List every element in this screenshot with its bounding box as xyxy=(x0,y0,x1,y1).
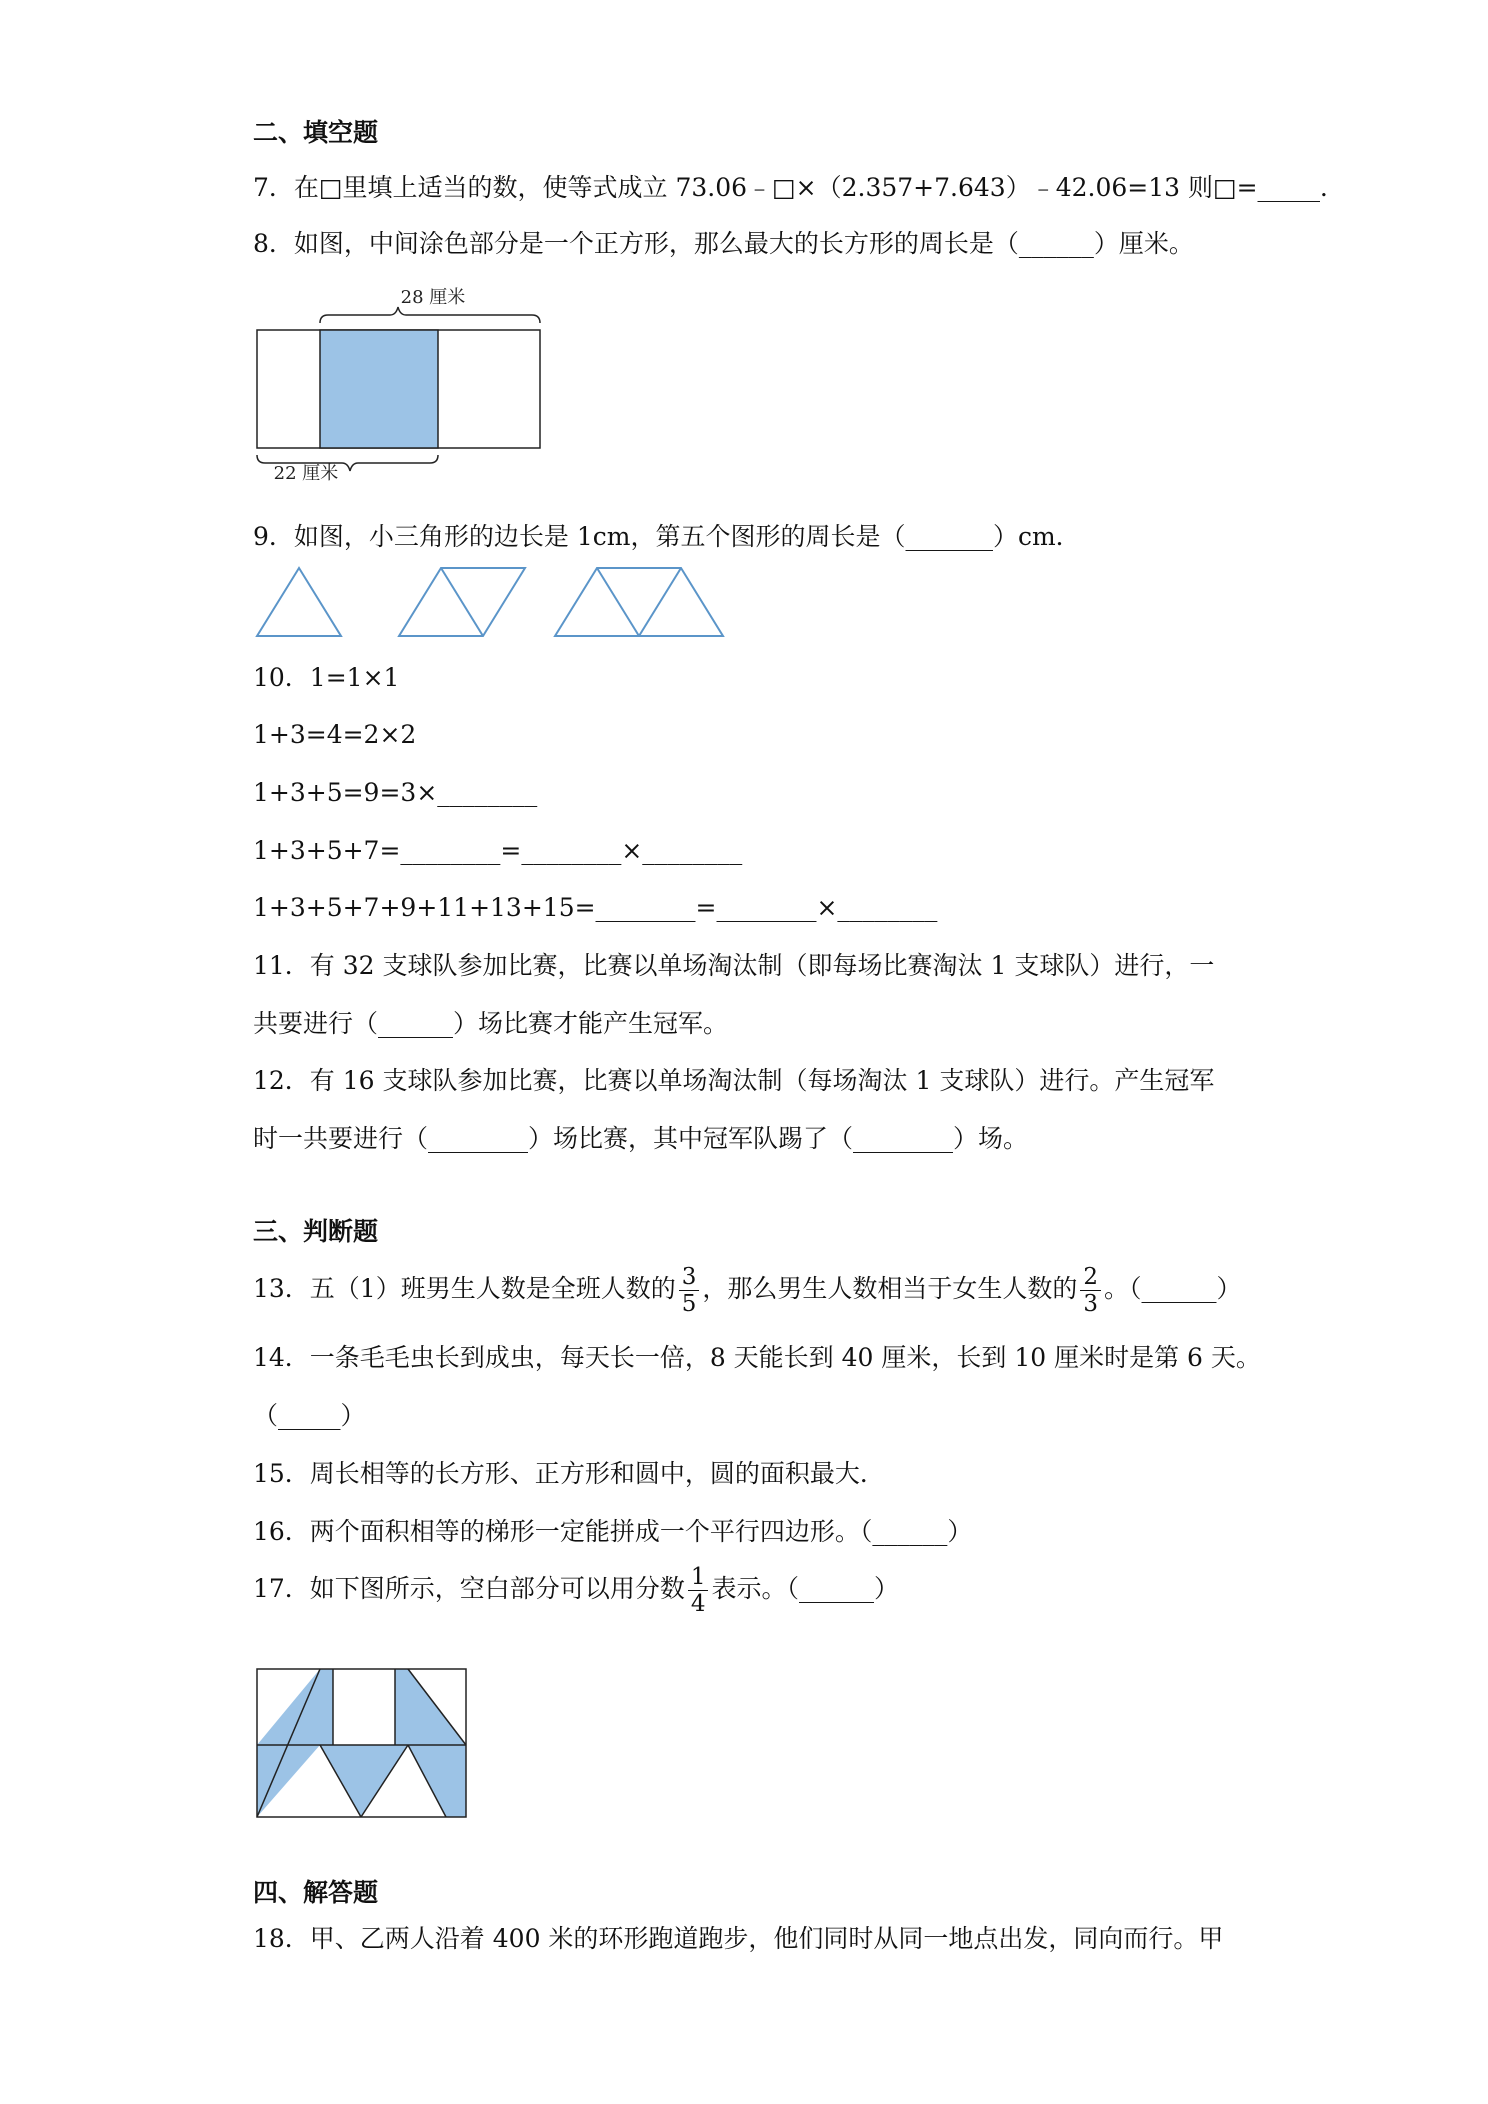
question-12-line-1: 12．有 16 支球队参加比赛，比赛以单场淘汰制（每场淘汰 1 支球队）进行。产生冠军 xyxy=(253,1066,1215,1095)
figure-q9-triangles xyxy=(250,565,730,640)
figure-q8-rectangle xyxy=(250,285,550,495)
top-brace xyxy=(320,307,540,323)
figure-q17-rectangle xyxy=(250,1665,480,1825)
question-9: 9．如图，小三角形的边长是 1cm，第五个图形的周长是（_______）cm． xyxy=(253,522,1081,551)
question-15: 15．周长相等的长方形、正方形和圆中，圆的面积最大． xyxy=(253,1459,885,1488)
triangle-pattern-3-divider-b xyxy=(639,568,681,636)
top-dimension-label: 28 厘米 xyxy=(400,287,466,308)
question-14-line-2: （_____） xyxy=(253,1401,366,1430)
shaded-top-triangle-left xyxy=(257,1669,333,1745)
triangle-pattern-3-divider-a xyxy=(597,568,639,636)
question-10-line-4: 1+3+5+7=________=________×________ xyxy=(253,836,743,865)
section-heading-fill-blank: 二、填空题 xyxy=(253,118,379,147)
question-17-text-1: 17．如下图所示，空白部分可以用分数 xyxy=(253,1574,685,1604)
triangle-pattern-3 xyxy=(555,568,723,636)
fraction-two-thirds: $\frac{2}{3}$ xyxy=(1080,1265,1101,1316)
fraction-one-quarter: $\frac{1}{4}$ xyxy=(688,1565,709,1616)
question-10-line-3: 1+3+5=9=3×________ xyxy=(253,778,538,807)
question-13-text-2: ，那么男生人数相当于女生人数的 xyxy=(702,1274,1078,1304)
question-18: 18．甲、乙两人沿着 400 米的环形跑道跑步，他们同时从同一地点出发，同向而行。甲 xyxy=(253,1924,1224,1953)
question-10-line-5: 1+3+5+7+9+11+13+15=________=________×________ xyxy=(253,893,938,922)
triangle-pattern-2-divider xyxy=(441,568,483,636)
question-11-line-1: 11．有 32 支球队参加比赛，比赛以单场淘汰制（即每场比赛淘汰 1 支球队）进行，一 xyxy=(253,951,1215,980)
question-10-line-1: 10．1=1×1 xyxy=(253,663,400,692)
question-11-line-2: 共要进行（______）场比赛才能产生冠军。 xyxy=(253,1009,729,1038)
section-heading-answer: 四、解答题 xyxy=(253,1878,379,1907)
question-13-text-1: 13．五（1）班男生人数是全班人数的 xyxy=(253,1274,676,1304)
question-13-text-3: 。（______） xyxy=(1104,1274,1242,1304)
question-7: 7．在□里填上适当的数，使等式成立 73.06﹣□×（2.357+7.643）﹣42.06=13 则□=_____． xyxy=(253,173,1346,202)
section-heading-judge: 三、判断题 xyxy=(253,1217,379,1246)
shaded-top-triangle-right xyxy=(395,1669,466,1745)
question-17-text-2: 表示。（______） xyxy=(711,1574,899,1604)
shaded-square xyxy=(320,330,438,448)
bottom-dimension-label: 22 厘米 xyxy=(273,463,339,484)
question-8: 8．如图，中间涂色部分是一个正方形，那么最大的长方形的周长是（______）厘米。 xyxy=(253,229,1194,258)
question-17 xyxy=(253,1565,899,1616)
question-12-line-2: 时一共要进行（________）场比赛，其中冠军队踢了（________）场。 xyxy=(253,1124,1029,1153)
question-13 xyxy=(253,1265,1242,1316)
question-10-line-2: 1+3=4=2×2 xyxy=(253,720,417,749)
shaded-bottom-band xyxy=(257,1745,466,1817)
question-16: 16．两个面积相等的梯形一定能拼成一个平行四边形。（______） xyxy=(253,1517,973,1546)
question-14-line-1: 14．一条毛毛虫长到成虫，每天长一倍，8 天能长到 40 厘米，长到 10 厘米时是第 6 天。 xyxy=(253,1343,1261,1372)
triangle-pattern-1 xyxy=(257,568,341,636)
fraction-three-fifths: $\frac{3}{5}$ xyxy=(679,1265,700,1316)
